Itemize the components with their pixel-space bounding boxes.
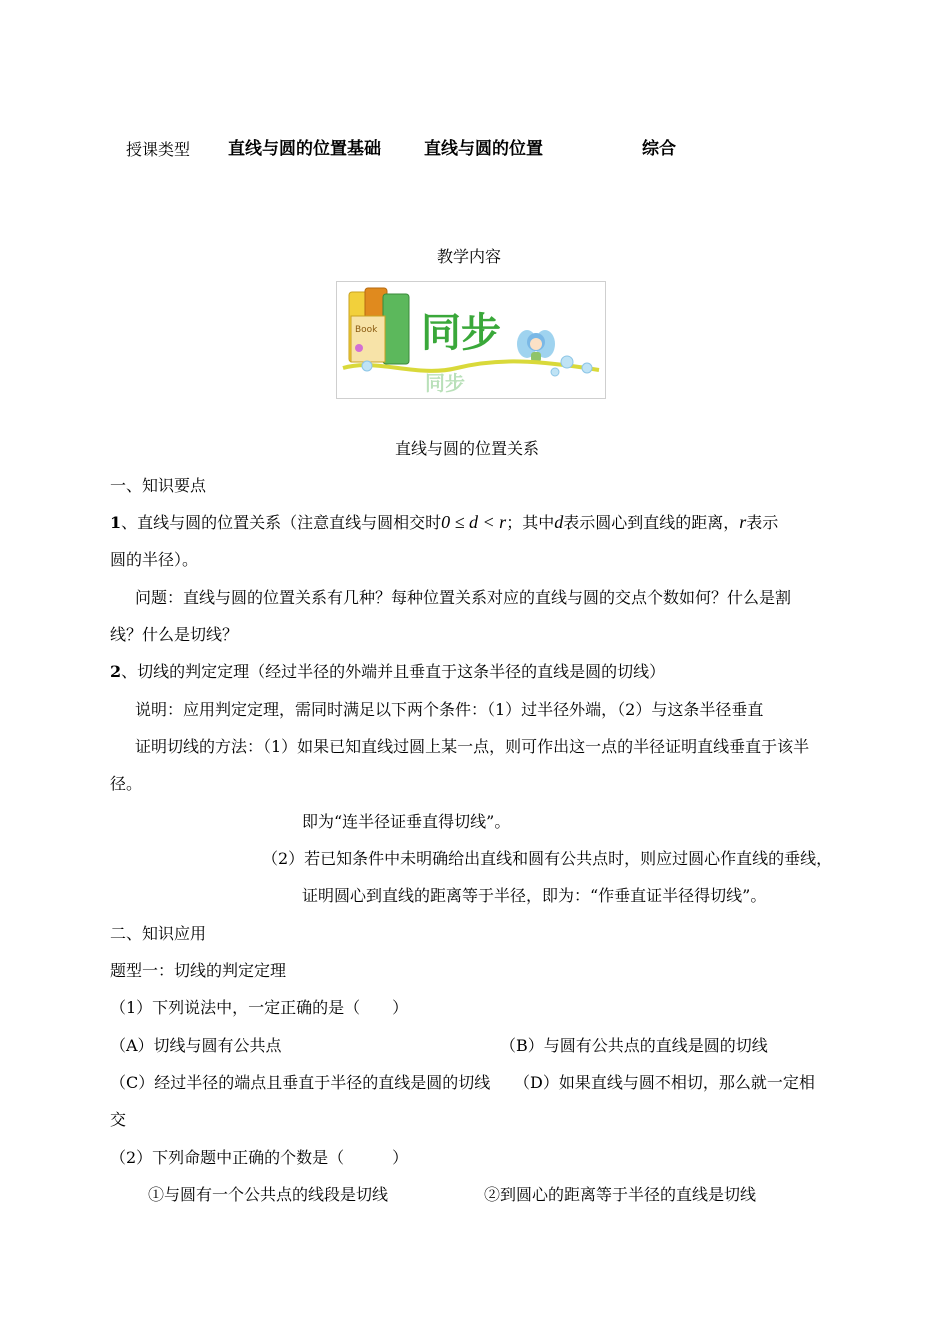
q1-option-d-cont: 交: [110, 1110, 127, 1129]
question-line2: 线？什么是切线？: [110, 625, 239, 644]
course-type-label: 授课类型: [126, 140, 191, 159]
page-title: 直线与圆的位置关系: [395, 439, 540, 458]
method2-line1: （2）若已知条件中未明确给出直线和圆有公共点时，则应过圆心作直线的垂线，: [262, 849, 833, 868]
point1-line1: [110, 510, 778, 533]
books-icon: [349, 288, 409, 364]
q2-option-1: ①与圆有一个公共点的线段是切线: [148, 1185, 389, 1204]
method2-line2: 证明圆心到直线的距离等于半径，即为：“作垂直证半径得切线”。: [302, 886, 767, 905]
point1-text-a: 、直线与圆的位置关系（注意直线与圆相交时: [121, 513, 442, 532]
banner-title-text: 同步: [421, 310, 501, 356]
point1-r-symbol: r: [739, 512, 747, 532]
point2-number: 2: [110, 662, 122, 681]
sync-banner-image: [336, 281, 606, 399]
section2-heading: 二、知识应用: [110, 924, 207, 943]
type1-heading: 题型一：切线的判定定理: [110, 961, 287, 980]
point1-text-c: 表示圆心到直线的距离，: [563, 513, 740, 532]
q1-option-d: （D）如果直线与圆不相切，那么就一定相: [514, 1073, 815, 1092]
sync-banner-graphic: [337, 282, 605, 398]
banner-reflection-text: 同步: [425, 371, 465, 395]
point1-inequality: 0 ≤ d < r: [441, 512, 507, 532]
fairy-icon: [517, 330, 555, 362]
course-type-item-comprehensive: 综合: [642, 139, 676, 159]
point2-line: [110, 659, 665, 682]
q1-option-a: （A）切线与圆有公共点: [110, 1036, 282, 1055]
q2-option-2: ②到圆心的距离等于半径的直线是切线: [484, 1185, 757, 1204]
point1-d-symbol: d: [554, 512, 564, 532]
q1-option-c: （C）经过半径的端点且垂直于半径的直线是圆的切线: [110, 1073, 491, 1092]
q1-option-b: （B）与圆有公共点的直线是圆的切线: [500, 1036, 768, 1055]
course-type-item-position: 直线与圆的位置: [424, 139, 543, 159]
method-line1: 证明切线的方法：（1）如果已知直线过圆上某一点，则可作出这一点的半径证明直线垂直于该半: [135, 737, 810, 756]
method-line2: 径。: [110, 774, 143, 793]
point1-number: 1: [110, 513, 122, 532]
teaching-content-heading: 教学内容: [437, 247, 502, 266]
section1-heading: 一、知识要点: [110, 476, 207, 495]
q2-stem: （2）下列命题中正确的个数是（ ）: [110, 1148, 409, 1167]
course-type-item-basic: 直线与圆的位置基础: [228, 139, 381, 159]
q1-stem: （1）下列说法中，一定正确的是（ ）: [110, 998, 409, 1017]
point1-text-b: ；其中: [506, 513, 555, 532]
note-line: 说明：应用判定定理，需同时满足以下两个条件：（1）过半径外端，（2）与这条半径垂直: [135, 700, 764, 719]
point1-line2: 圆的半径）。: [110, 550, 199, 569]
point1-text-d: 表示: [746, 513, 779, 532]
book-label: Book: [355, 325, 378, 335]
point2-text: 、切线的判定定理（经过半径的外端并且垂直于这条半径的直线是圆的切线）: [121, 662, 666, 681]
question-line1: 问题：直线与圆的位置关系有几种？每种位置关系对应的直线与圆的交点个数如何？什么是割: [135, 588, 792, 607]
method-quote1: 即为“连半径证垂直得切线”。: [302, 812, 511, 831]
